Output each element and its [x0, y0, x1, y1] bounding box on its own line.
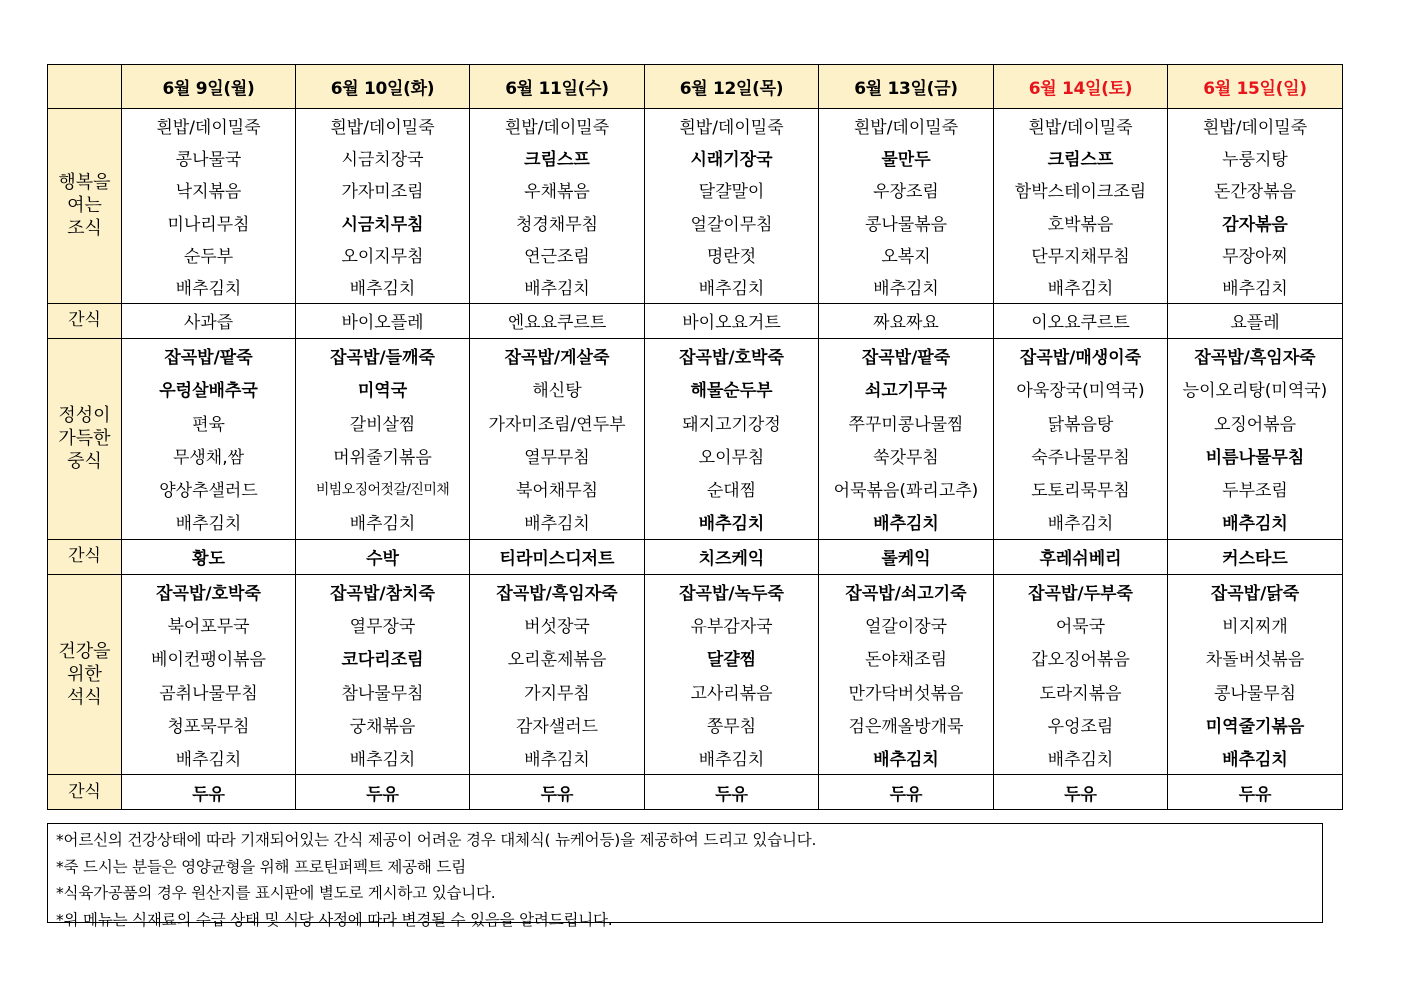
lunch-menu-item: 쇠고기무국 [864, 381, 948, 402]
lunch-menu-item: 배추김치 [1047, 514, 1114, 535]
dinner-menu-cell [470, 574, 645, 775]
note-line: *위 메뉴는 식재료의 수급 상태 및 식당 사정에 따라 변경될 수 있음을 알려드립니다. [56, 910, 613, 929]
breakfast-menu-item: 낙지볶음 [175, 182, 242, 203]
snack-item: 두유 [819, 775, 994, 810]
breakfast-menu-item: 흰밥/데이밀죽 [1202, 117, 1308, 138]
breakfast-menu-item: 배추김치 [524, 279, 590, 300]
dinner-menu-cell [994, 574, 1168, 775]
day-header-sun: 6월 15일(일) [1168, 65, 1343, 109]
lunch-menu-item: 편육 [192, 414, 225, 435]
lunch-menu-cell [296, 338, 470, 539]
lunch-menu-item: 무생채,쌈 [172, 447, 245, 468]
snack-item: 바이오플레 [296, 303, 470, 338]
breakfast-menu-item: 감자볶음 [1222, 214, 1288, 235]
dinner-menu-item: 도라지볶음 [1039, 683, 1122, 704]
lunch-menu-item: 비름나물무침 [1205, 447, 1305, 468]
breakfast-menu-cell [994, 109, 1168, 304]
snack-item: 짜요짜요 [819, 303, 994, 338]
dinner-menu-item: 배추김치 [1047, 750, 1114, 771]
breakfast-menu-item: 우장조림 [873, 182, 939, 203]
breakfast-menu-item: 청경채무침 [515, 214, 599, 235]
dinner-menu-item: 쫑무침 [706, 716, 757, 737]
dinner-menu-item: 곰취나물무침 [159, 683, 258, 704]
weekly-menu-table [47, 64, 1343, 810]
breakfast-menu-item: 연근조림 [524, 246, 590, 267]
lunch-menu-item: 잡곡밥/팥죽 [861, 347, 951, 368]
lunch-menu-item: 어묵볶음(꽈리고추) [833, 481, 979, 502]
dinner-menu-item: 잡곡밥/닭죽 [1210, 583, 1300, 604]
dinner-menu-item: 어묵국 [1055, 617, 1106, 637]
breakfast-menu-item: 호박볶음 [1047, 214, 1114, 235]
dinner-menu-item: 참나물무침 [341, 683, 424, 704]
snack-label: 간식 [48, 775, 122, 810]
breakfast-menu-cell [1168, 109, 1343, 304]
breakfast-menu-item: 시금치무침 [341, 214, 424, 235]
dinner-label [48, 574, 122, 775]
breakfast-menu-item: 시금치장국 [341, 149, 424, 170]
breakfast-menu-item: 명란젓 [706, 246, 757, 267]
dinner-menu-item: 열무장국 [349, 617, 416, 637]
breakfast-menu-item: 순두부 [183, 246, 234, 267]
breakfast-menu-item: 물만두 [881, 149, 931, 170]
lunch-menu-item: 해물순두부 [690, 381, 773, 402]
snack-item: 수박 [296, 539, 470, 574]
dinner-menu-item: 만가닥버섯볶음 [848, 683, 964, 704]
dinner-menu-item: 잡곡밥/참치죽 [330, 583, 435, 604]
breakfast-menu-item: 달걀말이 [698, 182, 765, 203]
lunch-menu-item: 우렁살배추국 [159, 381, 258, 402]
breakfast-menu-item: 배추김치 [873, 279, 939, 300]
dinner-menu-item: 잡곡밥/호박죽 [156, 583, 261, 604]
breakfast-menu-item: 배추김치 [349, 279, 416, 300]
lunch-menu-cell [470, 338, 645, 539]
day-header-sat: 6월 14일(토) [994, 65, 1168, 109]
dinner-menu-item: 콩나물무침 [1213, 683, 1297, 704]
day-header-mon: 6월 9일(월) [122, 65, 296, 109]
dinner-menu-item: 버섯장국 [524, 617, 590, 637]
breakfast-menu-item: 크림스프 [1047, 149, 1114, 170]
breakfast-menu-cell [819, 109, 994, 304]
breakfast-menu-cell [122, 109, 296, 304]
lunch-label-line: 가득한 [58, 428, 111, 450]
breakfast-menu-item: 오이지무침 [341, 246, 424, 267]
breakfast-menu-item: 오복지 [881, 246, 931, 267]
lunch-menu-item: 잡곡밥/매생이죽 [1019, 347, 1142, 368]
lunch-menu-item: 잡곡밥/게살죽 [504, 347, 610, 368]
lunch-menu-item: 배추김치 [1222, 514, 1288, 535]
breakfast-menu-cell [470, 109, 645, 304]
lunch-label-line: 정성이 [58, 405, 111, 427]
lunch-menu-cell [645, 338, 819, 539]
lunch-menu-item: 두부조림 [1222, 481, 1288, 502]
breakfast-menu-item: 돈간장볶음 [1213, 182, 1297, 203]
breakfast-menu-item: 우채볶음 [524, 182, 590, 203]
breakfast-menu-item: 얼갈이무침 [690, 214, 773, 235]
lunch-menu-item: 배추김치 [873, 514, 939, 535]
snack-item: 두유 [296, 775, 470, 810]
lunch-menu-item: 비빔오징어젓갈/진미채 [315, 481, 450, 498]
note-line: *죽 드시는 분들은 영양균형을 위해 프로틴퍼펙트 제공해 드림 [56, 857, 466, 876]
dinner-menu-item: 청포묵무침 [167, 716, 250, 737]
dinner-menu-item: 우엉조림 [1047, 716, 1114, 737]
dinner-menu-item: 유부감자국 [690, 617, 773, 637]
breakfast-label-line: 조식 [67, 218, 102, 240]
breakfast-menu-item: 콩나물볶음 [864, 214, 948, 235]
lunch-label-line: 중식 [67, 451, 102, 473]
snack-item: 바이오요거트 [645, 303, 819, 338]
dinner-menu-item: 배추김치 [349, 750, 416, 771]
dinner-menu-item: 베이컨팽이볶음 [151, 650, 266, 671]
snack-label: 간식 [48, 303, 122, 338]
lunch-menu-item: 오이무침 [698, 447, 765, 468]
dinner-label-line: 건강을 [58, 640, 111, 662]
dinner-menu-item: 미역줄기볶음 [1205, 716, 1305, 737]
dinner-menu-cell [819, 574, 994, 775]
dinner-menu-item: 배추김치 [524, 750, 590, 771]
snack-item: 두유 [645, 775, 819, 810]
lunch-menu-item: 배추김치 [175, 514, 242, 535]
snack-item: 황도 [122, 539, 296, 574]
breakfast-menu-item: 무장아찌 [1222, 246, 1288, 267]
breakfast-menu-item: 흰밥/데이밀죽 [504, 117, 610, 138]
dinner-menu-item: 배추김치 [1222, 750, 1288, 771]
lunch-menu-item: 돼지고기강정 [682, 414, 781, 435]
lunch-menu-item: 잡곡밥/흑임자죽 [1194, 347, 1316, 368]
snack-item: 후레쉬베리 [994, 539, 1168, 574]
snack-item: 티라미스디저트 [470, 539, 645, 574]
dinner-menu-item: 가지무침 [524, 683, 590, 704]
breakfast-menu-item: 흰밥/데이밀죽 [156, 117, 261, 138]
dinner-menu-item: 고사리볶음 [690, 683, 773, 704]
snack-item: 사과즙 [122, 303, 296, 338]
dinner-menu-item: 잡곡밥/두부죽 [1028, 583, 1133, 604]
note-line: *식육가공품의 경우 원산지를 표시판에 별도로 게시하고 있습니다. [56, 884, 496, 902]
lunch-menu-item: 닭볶음탕 [1047, 414, 1114, 435]
lunch-menu-item: 오징어볶음 [1213, 414, 1297, 435]
day-header-thu: 6월 12일(목) [645, 65, 819, 109]
dinner-menu-item: 검은깨올방개묵 [848, 716, 964, 737]
dinner-menu-item: 잡곡밥/쇠고기죽 [845, 583, 967, 604]
lunch-menu-item: 쭈꾸미콩나물찜 [848, 414, 964, 435]
snack-item: 치즈케익 [645, 539, 819, 574]
lunch-menu-cell [122, 338, 296, 539]
breakfast-menu-item: 크림스프 [524, 149, 590, 170]
dinner-menu-item: 배추김치 [175, 750, 242, 771]
lunch-menu-cell [1168, 338, 1343, 539]
lunch-menu-item: 열무무침 [524, 447, 590, 468]
lunch-menu-item: 미역국 [357, 381, 408, 402]
day-header-wed: 6월 11일(수) [470, 65, 645, 109]
dinner-menu-item: 비지찌개 [1222, 617, 1288, 637]
lunch-menu-item: 잡곡밥/호박죽 [679, 347, 784, 368]
day-header-fri: 6월 13일(금) [819, 65, 994, 109]
dinner-menu-item: 갑오징어볶음 [1031, 650, 1130, 671]
breakfast-menu-cell [296, 109, 470, 304]
snack-item: 두유 [122, 775, 296, 810]
dinner-menu-cell [296, 574, 470, 775]
dinner-label-line: 석식 [67, 686, 102, 708]
lunch-menu-item: 갈비살찜 [349, 414, 416, 435]
dinner-menu-item: 코다리조림 [341, 650, 424, 671]
dinner-menu-item: 돈야채조림 [864, 650, 948, 671]
dinner-menu-item: 배추김치 [698, 750, 765, 771]
corner-cell [48, 65, 122, 109]
dinner-menu-cell [122, 574, 296, 775]
dinner-label-line: 위한 [67, 663, 102, 685]
note-line: *어르신의 건강상태에 따라 기재되어있는 간식 제공이 어려운 경우 대체식( 뉴케어등)을 제공하여 드리고 있습니다. [56, 831, 817, 849]
dinner-menu-item: 감자샐러드 [515, 716, 599, 737]
dinner-menu-cell [645, 574, 819, 775]
lunch-menu-item: 잡곡밥/팥죽 [164, 347, 253, 368]
lunch-menu-item: 가자미조림/연두부 [488, 414, 626, 435]
lunch-menu-item: 순대찜 [706, 481, 757, 502]
breakfast-menu-item: 흰밥/데이밀죽 [853, 117, 959, 138]
breakfast-menu-item: 흰밥/데이밀죽 [1028, 117, 1133, 138]
lunch-menu-item: 머위줄기볶음 [333, 447, 432, 468]
breakfast-menu-item: 함박스테이크조림 [1014, 182, 1147, 203]
snack-item: 커스타드 [1168, 539, 1343, 574]
snack-item: 이오요쿠르트 [994, 303, 1168, 338]
snack-item: 롤케익 [819, 539, 994, 574]
lunch-menu-item: 아욱장국(미역국) [1016, 381, 1145, 402]
lunch-label [48, 338, 122, 539]
lunch-menu-cell [994, 338, 1168, 539]
snack-item: 두유 [994, 775, 1168, 810]
breakfast-menu-item: 흰밥/데이밀죽 [330, 117, 435, 138]
dinner-menu-item: 오리훈제볶음 [507, 650, 607, 671]
lunch-menu-item: 배추김치 [349, 514, 416, 535]
breakfast-menu-item: 가자미조림 [341, 182, 424, 203]
breakfast-menu-item: 미나리무침 [167, 214, 250, 235]
snack-item: 요플레 [1168, 303, 1343, 338]
snack-item: 두유 [470, 775, 645, 810]
snack-label: 간식 [48, 539, 122, 574]
lunch-menu-item: 쑥갓무침 [873, 447, 939, 468]
lunch-menu-cell [819, 338, 994, 539]
snack-item: 두유 [1168, 775, 1343, 810]
breakfast-menu-item: 단무지채무침 [1031, 246, 1130, 267]
notes-box [47, 823, 1323, 929]
breakfast-menu-item: 시래기장국 [690, 149, 773, 170]
day-header-tue: 6월 10일(화) [296, 65, 470, 109]
breakfast-label-line: 여는 [67, 195, 102, 217]
lunch-menu-item: 잡곡밥/들깨죽 [330, 347, 435, 368]
breakfast-menu-item: 배추김치 [1047, 279, 1114, 300]
snack-item: 엔요요쿠르트 [470, 303, 645, 338]
lunch-menu-item: 능이오리탕(미역국) [1182, 381, 1328, 402]
dinner-menu-item: 궁채볶음 [349, 716, 416, 737]
breakfast-label-line: 행복을 [58, 172, 111, 194]
breakfast-menu-item: 배추김치 [175, 279, 242, 300]
breakfast-menu-cell [645, 109, 819, 304]
lunch-menu-item: 숙주나물무침 [1031, 447, 1130, 468]
breakfast-menu-item: 누룽지탕 [1222, 149, 1288, 170]
breakfast-label [48, 109, 122, 304]
breakfast-menu-item: 흰밥/데이밀죽 [679, 117, 784, 138]
dinner-menu-item: 차돌버섯볶음 [1205, 650, 1305, 671]
dinner-menu-item: 배추김치 [873, 750, 939, 771]
dinner-menu-item: 잡곡밥/녹두죽 [679, 583, 784, 604]
dinner-menu-item: 달걀찜 [706, 650, 757, 671]
breakfast-menu-item: 배추김치 [698, 279, 765, 300]
lunch-menu-item: 도토리묵무침 [1031, 481, 1130, 502]
lunch-menu-item: 해신탕 [532, 381, 582, 402]
dinner-menu-cell [1168, 574, 1343, 775]
dinner-menu-item: 북어포무국 [167, 617, 250, 637]
lunch-menu-item: 배추김치 [524, 514, 590, 535]
dinner-menu-item: 얼갈이장국 [864, 617, 948, 637]
lunch-menu-item: 양상추샐러드 [159, 481, 258, 502]
breakfast-menu-item: 콩나물국 [175, 149, 242, 170]
lunch-menu-item: 배추김치 [698, 514, 765, 535]
breakfast-menu-item: 배추김치 [1222, 279, 1288, 300]
lunch-menu-item: 북어채무침 [515, 481, 599, 502]
dinner-menu-item: 잡곡밥/흑임자죽 [496, 583, 618, 604]
